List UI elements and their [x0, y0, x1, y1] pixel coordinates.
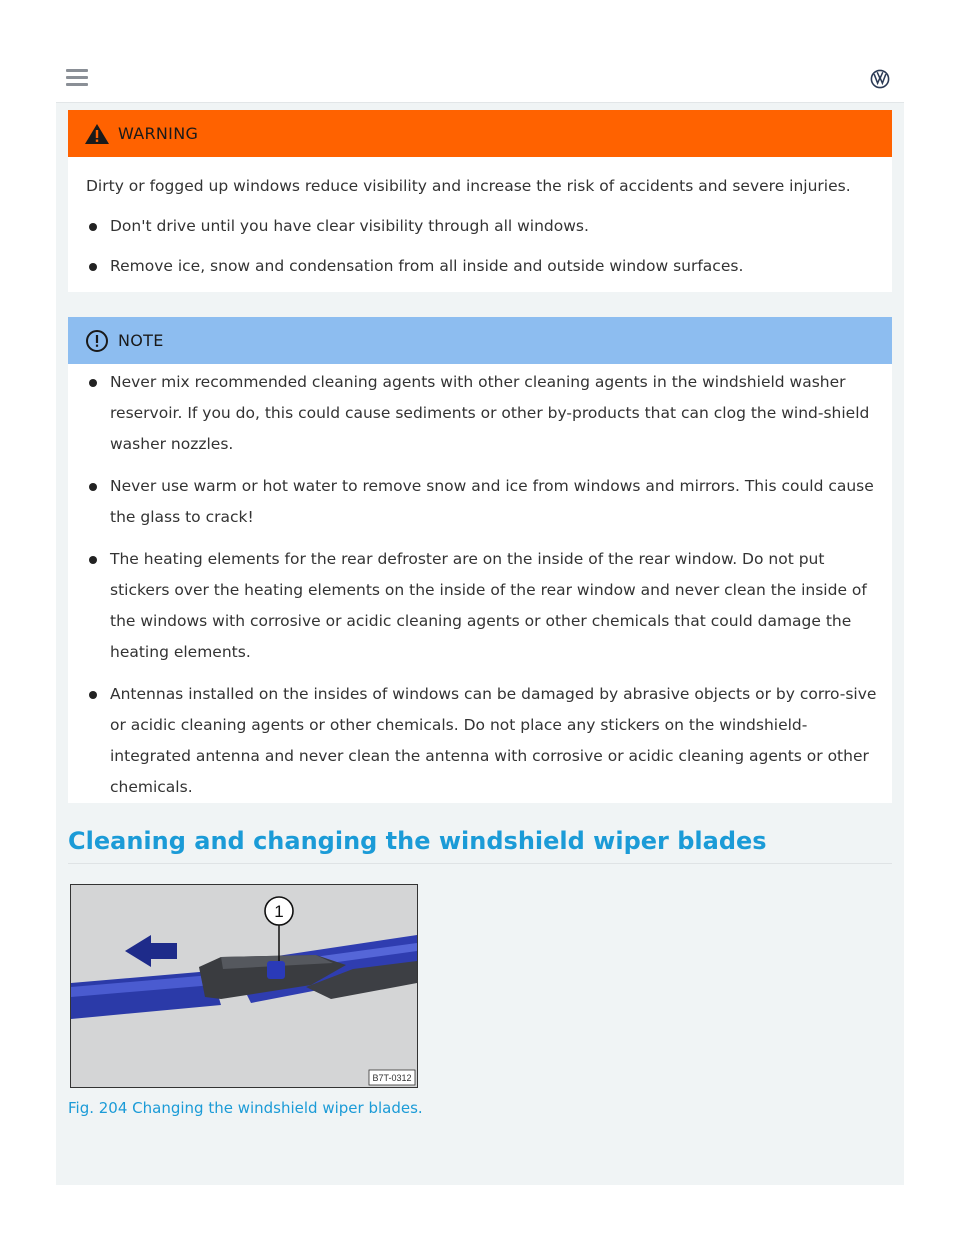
page — [56, 54, 904, 1185]
warning-box — [68, 110, 892, 292]
hamburger-menu-icon[interactable] — [66, 69, 88, 87]
wiper-blade-figure — [70, 884, 418, 1088]
note-item: Never use warm or hot water to remove snow and ice from windows and mirrors. This could cause the glass to crack! — [68, 471, 878, 533]
warning-item: Remove ice, snow and condensation from all inside and outside window surfaces. — [68, 251, 878, 282]
warning-header — [68, 110, 892, 157]
note-item: The heating elements for the rear defroster are on the inside of the rear window. Do not put stickers over the heating elements on the inside of the rear window and never clean the inside of the windows with corrosive or acidic cleaning agents or other chemicals that could damage the heating elements. — [68, 544, 878, 668]
figure-callout: 1 — [274, 902, 284, 921]
note-item: Never mix recommended cleaning agents with other cleaning agents in the windshield washer reservoir. If you do, this could cause sediments or other by-products that can clog the wind-shield washer nozzles. — [68, 367, 878, 460]
note-list — [68, 367, 878, 814]
note-header — [68, 317, 892, 364]
warning-triangle-icon — [84, 122, 110, 146]
note-title: NOTE — [118, 331, 164, 350]
figure-code: B7T-0312 — [372, 1073, 412, 1083]
top-bar — [56, 54, 904, 103]
note-item: Antennas installed on the insides of windows can be damaged by abrasive objects or by corro-sive or acidic cleaning agents or other chemicals. Do not place any stickers on the windshield-integrated antenna and never clean the antenna with corrosive or acidic cleaning agents or other chemicals. — [68, 679, 878, 803]
section-title: Cleaning and changing the windshield wiper blades — [68, 827, 892, 864]
note-box — [68, 317, 892, 803]
warning-item: Don't drive until you have clear visibility through all windows. — [68, 211, 878, 242]
warning-intro: Dirty or fogged up windows reduce visibility and increase the risk of accidents and severe injuries. — [86, 177, 851, 195]
warning-list — [68, 211, 878, 291]
warning-title: WARNING — [118, 124, 199, 143]
info-circle-icon — [84, 329, 110, 353]
figure-caption: Fig. 204 Changing the windshield wiper blades. — [68, 1099, 423, 1117]
vw-logo-icon[interactable] — [870, 69, 890, 89]
